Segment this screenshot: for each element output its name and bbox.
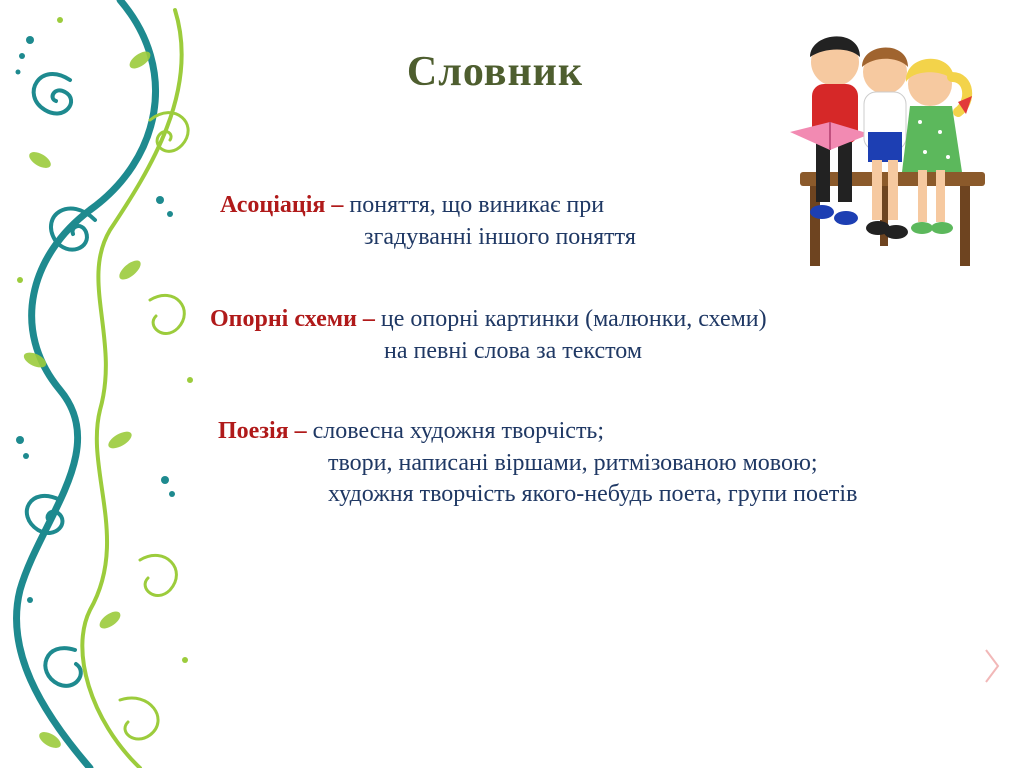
entry-dash: – [362,306,375,332]
entry-definition-line: твори, написані віршами, ритмізованою мовою; [328,450,818,476]
entry-definition-line: художня творчість якого-небудь поета, групи поетів [328,481,858,507]
next-arrow-icon[interactable] [984,648,1000,684]
entry-definition-line: словесна художня творчість; [312,418,605,444]
entry-definition-line: згадуванні іншого поняття [364,224,636,250]
floral-swirl-border-icon [0,0,220,768]
entry-association [220,192,604,219]
entry-dash: – [294,418,307,444]
entry-dash: – [331,192,344,218]
entry-poetry [218,418,604,445]
entry-term: Поезія [218,418,289,444]
entry-reference-schemes [210,306,767,333]
entry-definition-line: на певні слова за текстом [384,338,643,364]
entry-definition-line: поняття, що виникає при [349,192,605,218]
slide-title: Словник [406,49,584,95]
entry-term: Опорні схеми [210,306,357,332]
entry-definition-line: це опорні картинки (малюнки, схеми) [380,306,767,332]
entry-term: Асоціація [220,192,326,218]
